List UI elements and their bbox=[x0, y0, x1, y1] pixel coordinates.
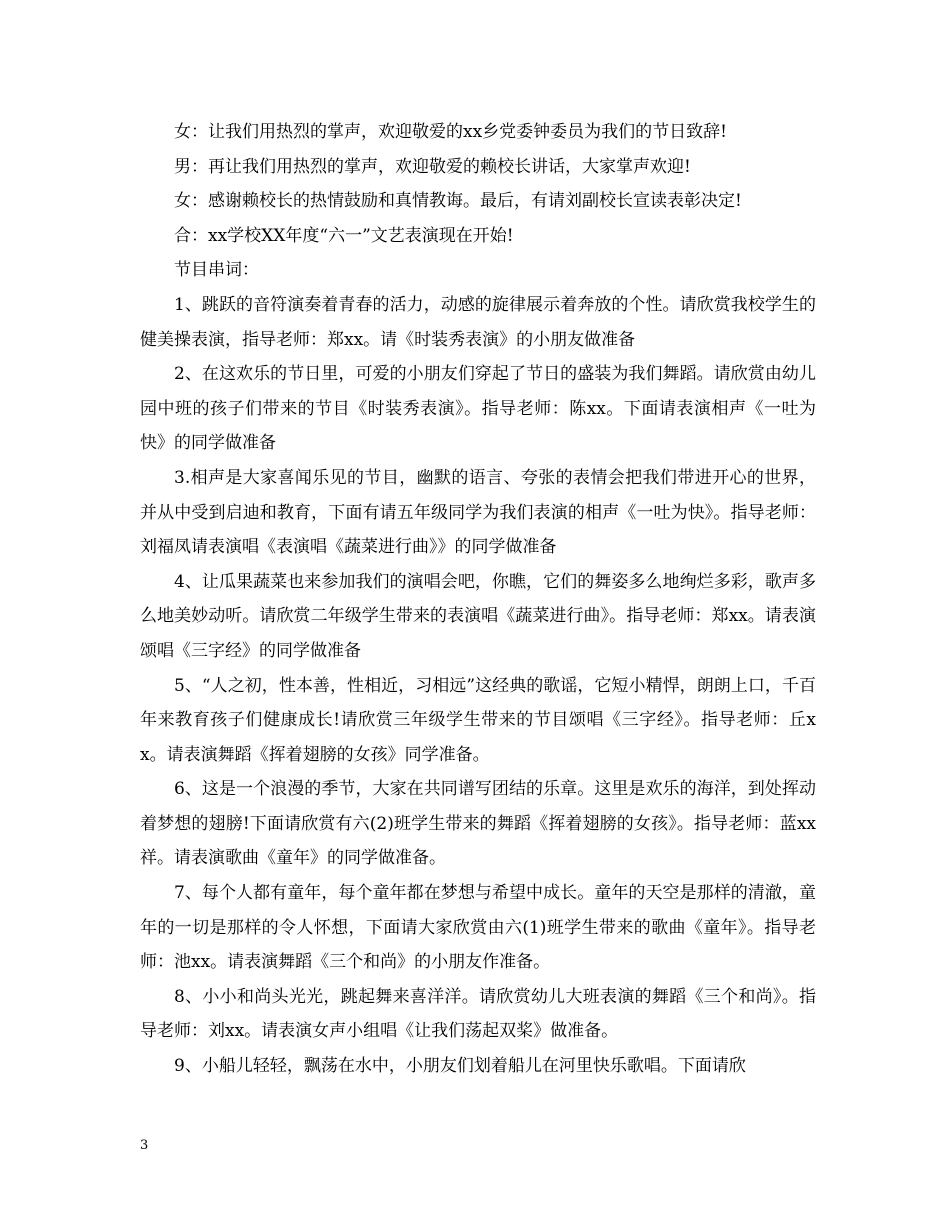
paragraph: 3.相声是大家喜闻乐见的节目，幽默的语言、夸张的表情会把我们带进开心的世界，并从中受到启迪和教育，下面有请五年级同学为我们表演的相声《一吐为快》。指导老师：刘福凤请表演唱《表演唱《蔬菜进行曲》》的同学做准备 bbox=[140, 467, 816, 558]
paragraph: 男：再让我们用热烈的掌声，欢迎敬爱的赖校长讲话，大家掌声欢迎! bbox=[174, 156, 691, 177]
paragraph: 1、跳跃的音符演奏着青春的活力，动感的旋律展示着奔放的个性。请欣赏我校学生的健美操表演，指导老师：郑xx。请《时装秀表演》的小朋友做准备 bbox=[140, 294, 816, 350]
paragraph: 女：让我们用热烈的掌声，欢迎敬爱的xx乡党委钟委员为我们的节日致辞! bbox=[174, 122, 728, 142]
paragraph: 合：xx学校XX年度“六一”文艺表演现在开始! bbox=[174, 225, 514, 246]
paragraph: 6、这是一个浪漫的季节，大家在共同谱写团结的乐章。这里是欢乐的海洋，到处挥动着梦想的翅膀!下面请欣赏有六(2)班学生带来的舞蹈《挥着翅膀的女孩》。指导老师：蓝xx祥。请表演歌曲《童年》的同学做准备。 bbox=[140, 779, 816, 869]
paragraph: 女：感谢赖校长的热情鼓励和真情教诲。最后，有请刘副校长宣读表彰决定! bbox=[174, 191, 742, 212]
page-number: 3 bbox=[140, 1138, 149, 1153]
paragraph: 4、让瓜果蔬菜也来参加我们的演唱会吧，你瞧，它们的舞姿多么地绚烂多彩，歌声多么地美妙动听。请欣赏二年级学生带来的表演唱《蔬菜进行曲》。指导老师：郑xx。请表演颂唱《三字经》的同学做准备 bbox=[140, 571, 816, 661]
paragraph: 8、小小和尚头光光，跳起舞来喜洋洋。请欣赏幼儿大班表演的舞蹈《三个和尚》。指导老师：刘xx。请表演女声小组唱《让我们荡起双桨》做准备。 bbox=[140, 986, 816, 1042]
paragraph: 9、小船儿轻轻，飘荡在水中，小朋友们划着船儿在河里快乐歌唱。下面请欣 bbox=[174, 1056, 746, 1077]
document-body bbox=[140, 115, 816, 1084]
paragraph: 7、每个人都有童年，每个童年都在梦想与希望中成长。童年的天空是那样的清澈，童年的一切是那样的令人怀想，下面请大家欣赏由六(1)班学生带来的歌曲《童年》。指导老师：池xx。请表演舞蹈《三个和尚》的小朋友作准备。 bbox=[140, 883, 816, 973]
paragraph: 5、“人之初，性本善，性相近，习相远”这经典的歌谣，它短小精悍，朗朗上口，千百年来教育孩子们健康成长!请欣赏三年级学生带来的节目颂唱《三字经》。指导老师：丘xx。请表演舞蹈《挥着翅膀的女孩》同学准备。 bbox=[140, 675, 816, 765]
section-heading: 节目串词： bbox=[174, 260, 259, 281]
paragraph: 2、在这欢乐的节日里，可爱的小朋友们穿起了节日的盛装为我们舞蹈。请欣赏由幼儿园中班的孩子们带来的节目《时装秀表演》。指导老师：陈xx。下面请表演相声《一吐为快》的同学做准备 bbox=[140, 364, 816, 454]
